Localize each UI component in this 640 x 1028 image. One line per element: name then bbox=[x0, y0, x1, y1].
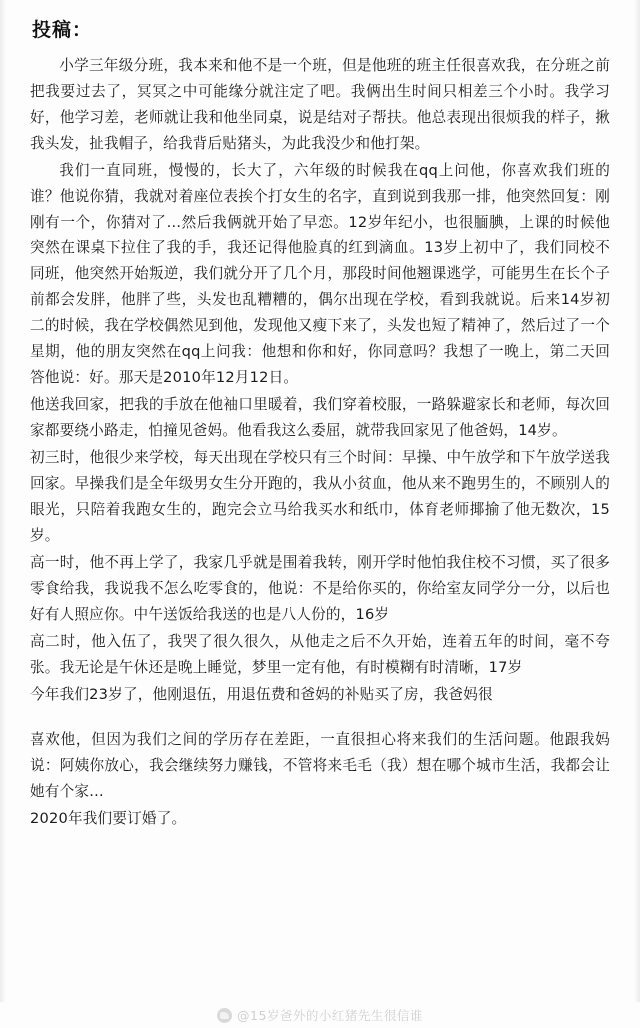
paragraph-8: 喜欢他，但因为我们之间的学历存在差距，一直很担心将来我们的生活问题。他跟我妈说：阿姨你放心，我会继续努力赚钱，不管将来毛毛（我）想在哪个城市生活，我都会让她有个家… bbox=[30, 730, 610, 800]
page-right-edge-shadow bbox=[634, 0, 640, 1028]
watermark-text: @15岁爸外的小红猪先生很信谁 bbox=[237, 1008, 423, 1023]
paragraph-9: 2020年我们要订婚了。 bbox=[30, 809, 187, 827]
paragraph-5: 高一时，他不再上学了，我家几乎就是围着我转，刚开学时他怕我住校不习惯，买了很多零食给我，我说我不怎么吃零食的，他说：不是给你买的，你给室友同学分一分，以后也好有人照应你。中午送饭给我送的也是八人份的，16岁 bbox=[30, 554, 610, 624]
watermark bbox=[0, 1002, 640, 1028]
weibo-icon bbox=[217, 1008, 232, 1023]
paragraph-7: 今年我们23岁了，他刚退伍，用退伍费和爸妈的补贴买了房，我爸妈很 bbox=[30, 685, 493, 703]
paragraph-6: 高二时，他入伍了，我哭了很久很久，从他走之后不久开始，连着五年的时间，毫不夸张。我无论是午休还是晚上睡觉，梦里一定有他，有时模糊有时清晰，17岁 bbox=[30, 633, 610, 676]
paragraph-3: 他送我回家，把我的手放在他袖口里暖着，我们穿着校服，一路躲避家长和老师，每次回家都要绕小路走，怕撞见爸妈。他看我这么委屈，就带我回家见了他爸妈，14岁。 bbox=[30, 396, 610, 440]
page-title: 投稿： bbox=[32, 19, 93, 41]
paragraph-spacer bbox=[30, 709, 610, 725]
paragraph-4: 初三时，他很少来学校，每天出现在学校只有三个时间：早操、中午放学和下午放学送我回家。早操我们是全年级男女生分开跑的，我从小贫血，他从来不跑男生的，不顾别人的眼光，只陪着我跑女生的，跑完会立马给我买水和纸巾，体育老师揶揄了他无数次，15岁。 bbox=[30, 449, 610, 545]
paragraph-2: 我们一直同班，慢慢的，长大了，六年级的时候我在qq上问他，你喜欢我们班的谁？他说你猜，我就对着座位表挨个打女生的名字，直到说到我那一排，他突然回复：刚刚有一个，你猜对了…然后我俩就开始了早恋。12岁年纪小，也很腼腆，上课的时候他突然在课桌下拉住了我的手，我还记得他脸真的红到滴血。13岁上初中了，我们同校不同班，他突然开始叛逆，我们就分开了几个月，那段时间他翘课逃学，可能男生在长个子前都会发胖，他胖了些，头发也乱糟糟的，偶尔出现在学校，看到我就说。后来14岁初二的时候，我在学校偶然见到他，发现他又瘦下来了，头发也短了精神了，然后过了一个星期，他的朋友突然在qq上问我：他想和你和好，你同意吗？我想了一晚上，第二天回答他说：好。那天是2010年12月12日。 bbox=[30, 161, 610, 387]
page-left-edge-shadow bbox=[0, 0, 6, 1028]
paragraph-1: 小学三年级分班，我本来和他不是一个班，但是他班的班主任很喜欢我，在分班之前把我要过去了，冥冥之中可能缘分就注定了吧。我俩出生时间只相差三个小时。我学习好，他学习差，老师就让我和他坐同桌，说是结对子帮扶。他总表现出很烦我的样子，揪我头发，扯我帽子，给我背后贴猪头，为此我没少和他打架。 bbox=[30, 56, 610, 152]
document-body bbox=[30, 53, 610, 832]
